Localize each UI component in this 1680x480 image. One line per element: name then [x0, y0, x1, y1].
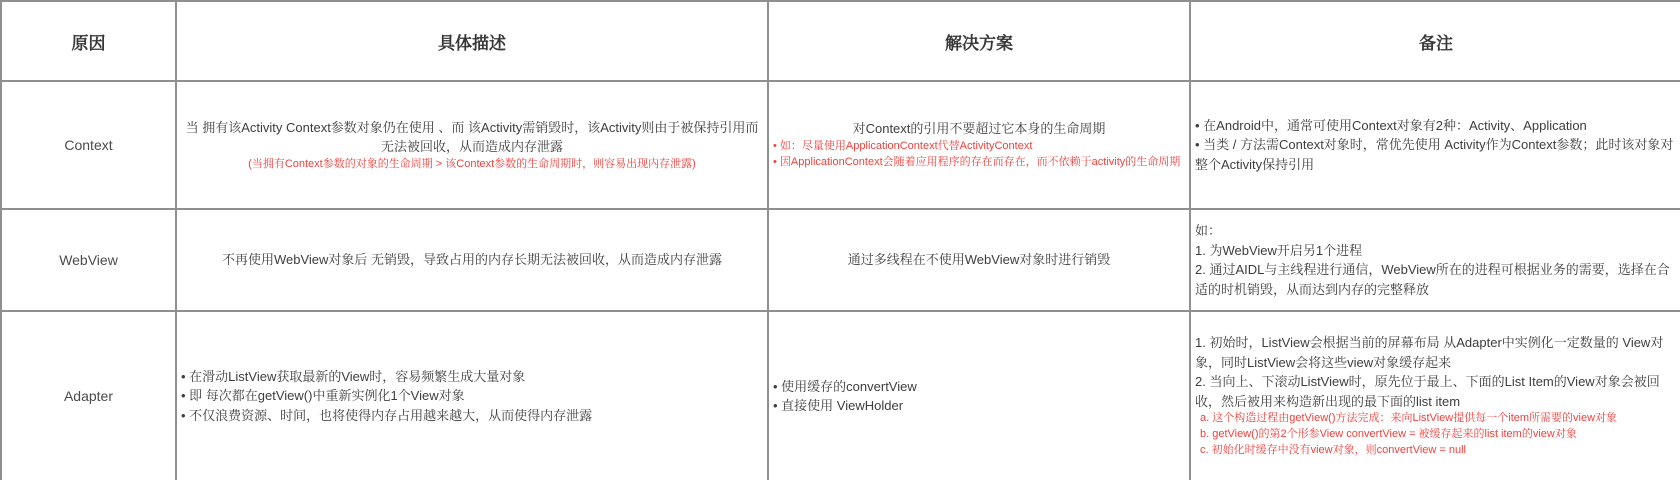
remarks-line: 2. 通过AIDL与主线程进行通信，WebView所在的进程可根据业务的需要，选择在合适的时机销毁，从而达到内存的完整释放	[1195, 262, 1670, 297]
remarks-red-line: c. 初始化时缓存中没有view对象，则convertView = null	[1200, 443, 1466, 456]
header-description: 具体描述	[176, 1, 768, 81]
remarks-line: 如：	[1195, 223, 1222, 238]
cell-adapter-remarks	[1190, 311, 1680, 480]
reason-label: Adapter	[63, 388, 114, 404]
cell-webview-solution	[768, 209, 1190, 311]
remarks-line: 2. 当向上、下滚动ListView时，原先位于最上、下面的List Item的View对象会被回收，然后被用来构造新出现的最下面的list item	[1195, 374, 1660, 409]
table-header-row	[1, 1, 1680, 81]
reason-label: Context	[64, 137, 113, 153]
table-row-context	[1, 81, 1680, 209]
remarks-bullet: • 当类 / 方法需Context对象时，常优先使用 Activity作为Context参数；此时该对象对整个Activity保持引用	[1195, 135, 1677, 174]
solution-main: 对Context的引用不要超过它本身的生命周期	[852, 121, 1106, 137]
cell-context-description	[176, 81, 768, 209]
description-bullet: • 在滑动ListView获取最新的View时，容易频繁生成大量对象	[181, 367, 763, 387]
solution-red-bullet: • 因ApplicationContext会随着应用程序的存在而存在，而不依赖于activity的生命周期	[773, 155, 1185, 171]
table-row-adapter	[1, 311, 1680, 480]
cell-adapter-description	[176, 311, 768, 480]
description-main: 不再使用WebView对象后 无销毁，导致占用的内存长期无法被回收，从而造成内存泄露	[221, 252, 723, 268]
header-solution: 解决方案	[768, 1, 1190, 81]
cell-webview-description	[176, 209, 768, 311]
cell-adapter-reason	[1, 311, 176, 480]
solution-main: 通过多线程在不使用WebView对象时进行销毁	[847, 252, 1111, 268]
table-row-webview	[1, 209, 1680, 311]
solution-bullet: • 使用缓存的convertView	[773, 377, 1185, 397]
reason-label: WebView	[59, 252, 118, 268]
description-bullet: • 即 每次都在getView()中重新实例化1个View对象	[181, 386, 763, 406]
cell-context-solution	[768, 81, 1190, 209]
cell-webview-remarks	[1190, 209, 1680, 311]
remarks-red-line: a. 这个构造过程由getView()方法完成：来向ListView提供每一个item所需要的view对象	[1200, 412, 1618, 425]
remarks-bullet: • 在Android中，通常可使用Context对象有2种：Activity、Application	[1195, 116, 1677, 136]
description-bullet: • 不仅浪费资源、时间，也将使得内存占用越来越大，从而使得内存泄露	[181, 406, 763, 426]
remarks-red-line: b. getView()的第2个形参View convertView = 被缓存起来的list item的view对象	[1200, 428, 1577, 441]
remarks-line: 1. 为WebView开启另1个进程	[1195, 242, 1363, 258]
solution-bullet: • 直接使用 ViewHolder	[773, 396, 1185, 416]
cell-webview-reason	[1, 209, 176, 311]
remarks-line: 1. 初始时，ListView会根据当前的屏幕布局 从Adapter中实例化一定数量的 View对象，同时ListView会将这些view对象缓存起来	[1195, 335, 1664, 370]
cell-context-remarks	[1190, 81, 1680, 209]
description-red-note: (当拥有Context参数的对象的生命周期 > 该Context参数的生命周期时，则容易出现内存泄露)	[248, 157, 696, 170]
header-remarks: 备注	[1190, 1, 1680, 81]
header-reason: 原因	[1, 1, 176, 81]
cell-adapter-solution	[768, 311, 1190, 480]
description-main: 当 拥有该Activity Context参数对象仍在使用 、而 该Activity需销毁时，该Activity则由于被保持引用而无法被回收，从而造成内存泄露	[185, 119, 759, 155]
cell-context-reason	[1, 81, 176, 209]
solution-red-bullet: • 如：尽量使用ApplicationContext代替ActivityContext	[773, 139, 1185, 155]
